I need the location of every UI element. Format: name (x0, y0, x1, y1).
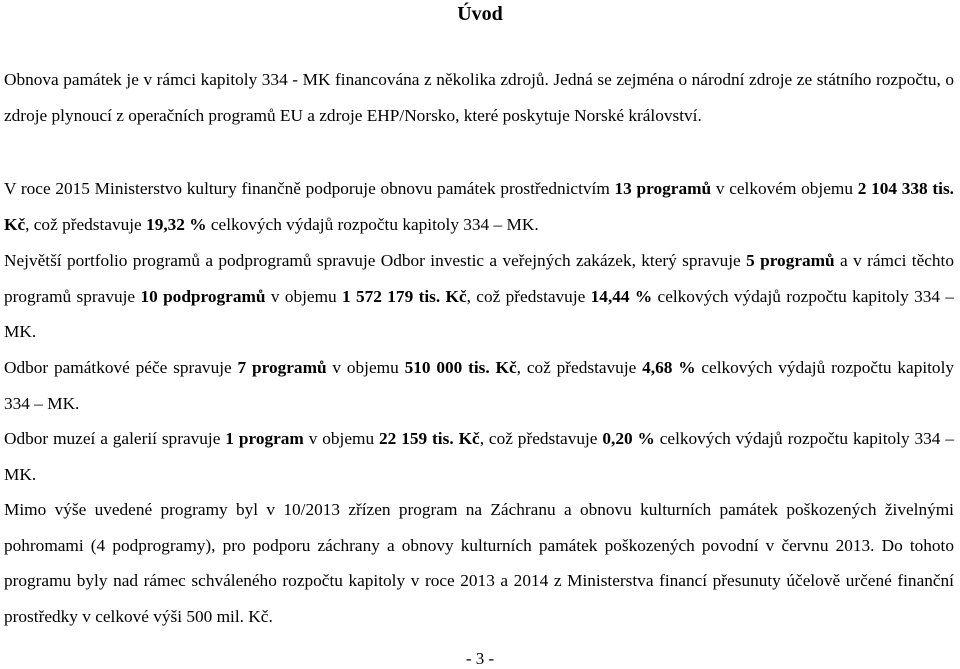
text-run: Největší portfolio programů a podprogramů spravuje Odbor investic a veřejných zakázek, který spravuje (4, 251, 747, 270)
text-run: v objemu (265, 286, 343, 306)
paragraph-investment-department (4, 243, 954, 350)
bold-run: 5 programů (746, 251, 835, 270)
text-run: celkových výdajů rozpočtu kapitoly 334 – MK. (206, 214, 539, 234)
text-run: celkových výdajů rozpočtu kapitoly 334 – MK. (4, 358, 955, 413)
text-run: , což představuje (25, 214, 147, 234)
bold-run: 4,68 % (642, 358, 696, 377)
bold-run: 19,32 % (146, 214, 207, 234)
text-run: , což představuje (516, 358, 643, 377)
text-run: v celkovém objemu (711, 179, 858, 198)
bold-run: 10 podprogramů (140, 286, 266, 306)
text-run: Odbor muzeí a galerií spravuje (4, 429, 226, 448)
paragraph-monument-care-department (4, 350, 954, 421)
paragraph-text: Mimo výše uvedené programy byl v 10/2013 zřízen program na Záchranu a obnovu kulturních památek poškozených živelnými pohromami (4 podprogramy), pro podporu záchrany a obnovy kulturních památek poškozených povodní v červnu 2013. Do tohoto programu byly nad rámec schváleného rozpočtu kapitoly v roce 2013 a 2014 z Ministerstva financí přesunuty účelově určené finanční prostředky v celkové výši 500 mil. Kč. (4, 500, 954, 627)
text-run: , což představuje (479, 429, 603, 448)
bold-run: 22 159 tis. Kč (379, 429, 480, 448)
text-run: , což představuje (466, 286, 591, 306)
bold-run: 0,20 % (602, 429, 655, 448)
bold-run: 1 program (225, 429, 304, 448)
bold-run: 2 104 338 tis. Kč (4, 179, 955, 234)
paragraph-museums-department (4, 421, 954, 492)
text-run: v objemu (303, 429, 380, 448)
paragraph-ministry-2015 (4, 171, 954, 242)
bold-run: 7 programů (237, 358, 327, 377)
text-run: V roce 2015 Ministerstvo kultury finančně podporuje obnovu památek prostřednictvím (4, 179, 615, 198)
text-run: celkových výdajů rozpočtu kapitoly 334 – MK. (4, 286, 954, 342)
paragraph-text: Obnova památek je v rámci kapitoly 334 - MK financována z několika zdrojů. Jedná se zejména o národní zdroje ze státního rozpočtu, o zdroje plynoucí z operačních programů EU a zdroje EHP/Norsko, které poskytuje Norské království. (4, 70, 954, 125)
paragraph-flood-program (4, 492, 954, 635)
page-title: Úvod (457, 3, 503, 25)
bold-run: 14,44 % (590, 286, 653, 306)
bold-run: 13 programů (614, 179, 712, 198)
text-run: v objemu (326, 358, 405, 377)
bold-run: 1 572 179 tis. Kč (342, 286, 467, 306)
text-run: Odbor památkové péče spravuje (4, 358, 238, 377)
text-run: celkových výdajů rozpočtu kapitoly 334 – MK. (4, 429, 955, 484)
page-number: - 3 - (465, 649, 495, 668)
paragraph-funding-sources (4, 62, 954, 133)
bold-run: 510 000 tis. Kč (404, 358, 517, 377)
text-run: a v rámci těchto programů spravuje (4, 251, 955, 306)
